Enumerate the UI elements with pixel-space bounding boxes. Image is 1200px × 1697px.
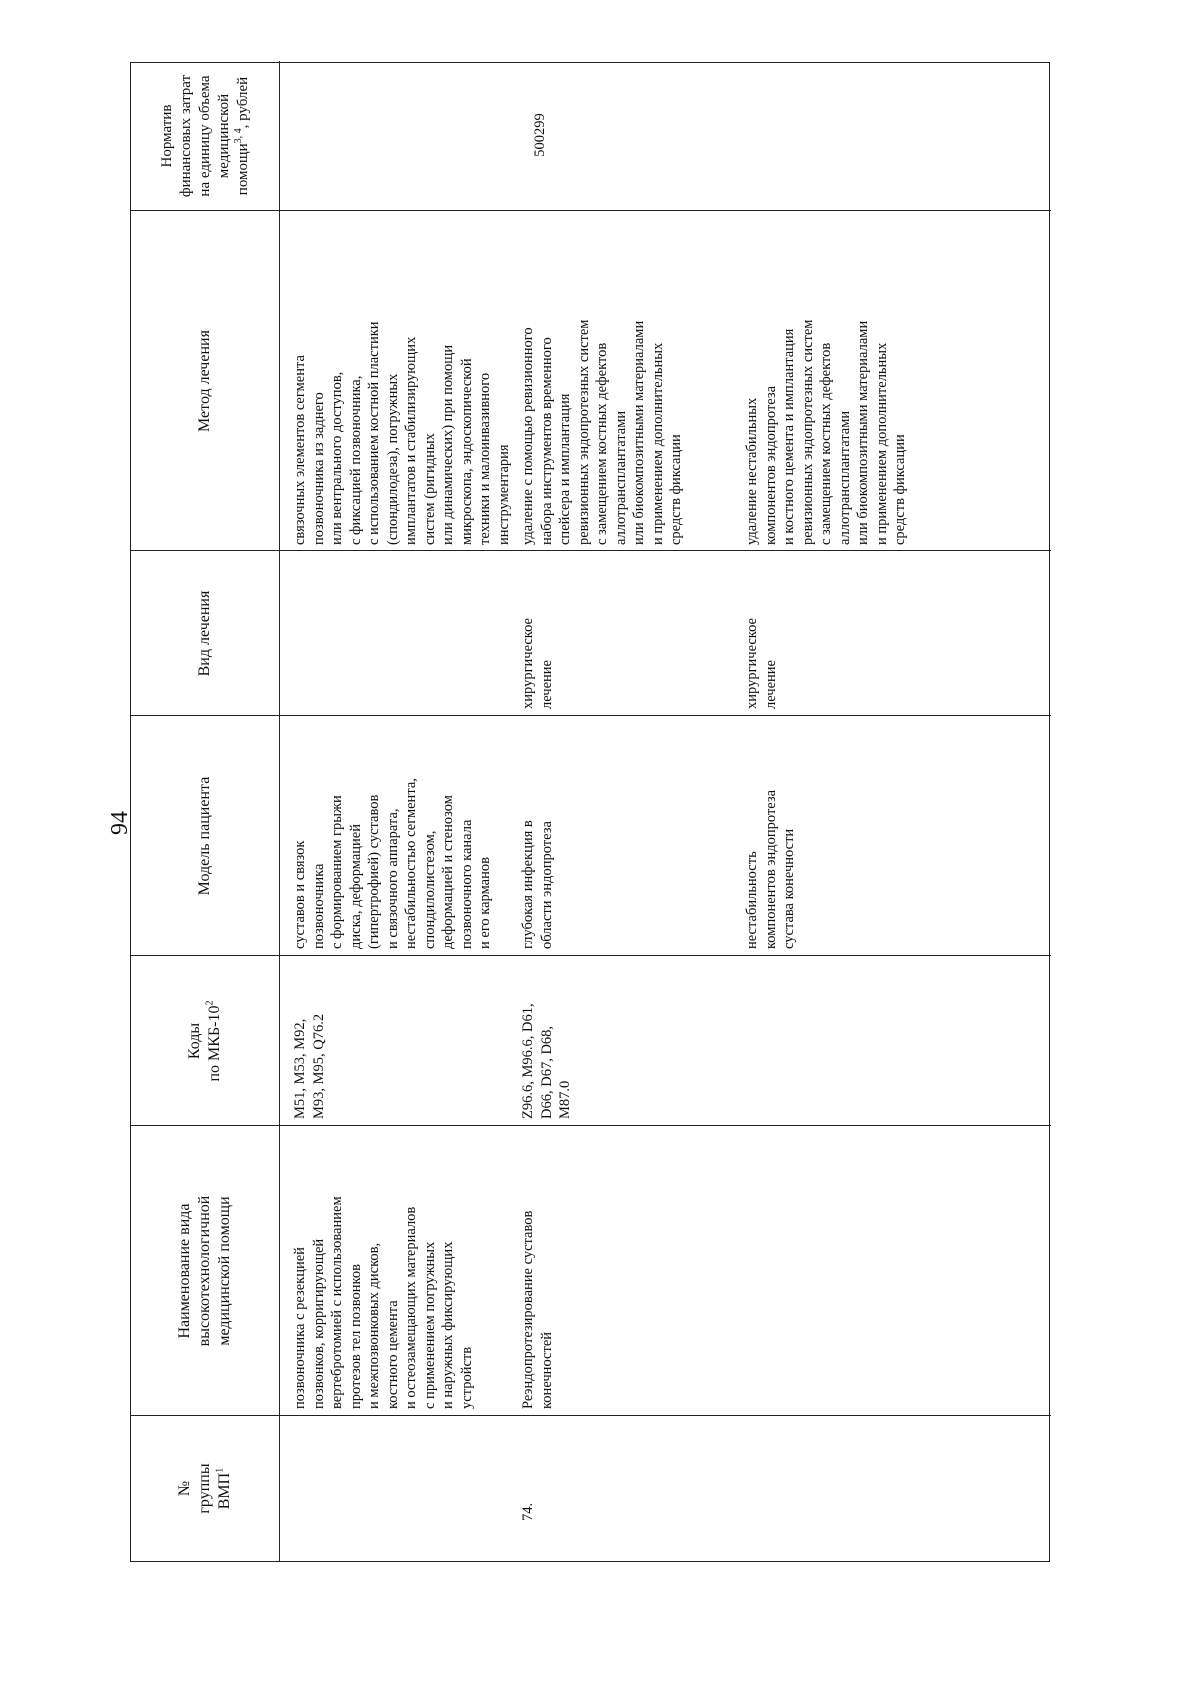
rotated-table-page <box>130 62 1050 1562</box>
header-codes-sup: 2 <box>204 1000 216 1006</box>
row-1-group-no: 74. <box>520 1502 536 1521</box>
row-0-codes: M51, M53, M92, M93, M95, Q76.2 <box>292 1013 327 1119</box>
header-codes <box>131 956 279 1126</box>
row-2-treatment-type: хирургическое лечение <box>744 618 779 709</box>
row-1-patient-model: глубокая инфекция в области эндопротеза <box>520 820 555 949</box>
header-codes-text: Коды по МКБ-10 <box>186 1005 223 1082</box>
row-1-codes: Z96.6, M96.6, D61, D66, D67, D68, M87.0 <box>520 1003 573 1119</box>
header-norm-tail: , рублей <box>234 76 251 129</box>
header-divider <box>279 61 280 1561</box>
page-number: 94 <box>107 811 133 835</box>
row-1-norm: 500299 <box>532 113 548 157</box>
header-name: Наименование вида высокотехнологичной медицинской помощи <box>176 1195 233 1347</box>
row-2-method: удаление нестабильных компонентов эндопротеза и костного цемента и имплантация ревизионных эндопротезных систем с замещением костных дефектов аллотрансплантатами или биокомпозитными материалами и применением дополнительных средств фиксации <box>744 319 908 545</box>
header-group-no <box>131 1416 279 1561</box>
row-0-patient-model: суставов и связок позвоночника с формированием грыжи диска, деформацией (гипертрофией) суставов и связочного аппарата, нестабильностью сегмента, спондилолистезом, деформацией и стенозом позвоночного канала и его карманов <box>292 778 493 949</box>
header-patient-model: Модель пациента <box>196 776 213 896</box>
row-1-name: Реэндопротезирование суставов конечностей <box>520 1210 555 1409</box>
header-norm-sup: 3, 4 <box>232 128 244 144</box>
header-treatment-type: Вид лечения <box>196 590 213 677</box>
header-group-no-text: № группы ВМП <box>176 1463 233 1514</box>
row-1-treatment-type: хирургическое лечение <box>520 618 555 709</box>
header-group-no-sup: 1 <box>214 1467 226 1473</box>
header-norm <box>131 61 279 211</box>
header-norm-text: Норматив финансовых затрат на единицу объема медицинской помощи <box>158 74 251 198</box>
row-0-method: связочных элементов сегмента позвоночника из заднего или вентрального доступов, с фиксацией позвоночника, с использованием костной пластики (спондилодеза), погружных имплантатов и стабилизирующих систем (ригидных или динамических) при помощи микроскопа, эндоскопической техники и малоинвазивного инструментария <box>292 321 512 545</box>
row-2-patient-model: нестабильность компонентов эндопротеза сустава конечности <box>744 789 797 949</box>
table <box>130 62 1050 1562</box>
header-method: Метод лечения <box>196 330 213 432</box>
row-0-name: позвоночника с резекцией позвонков, корригирующей вертебротомией с использованием протезов тел позвонков и межпозвонковых дисков, костного цемента и остеозамещающих материалов с применением погружных и наружных фиксирующих устройств <box>292 1196 475 1409</box>
row-1-method: удаление с помощью ревизионного набора инструментов временного спейсера и имплантация ревизионных эндопротезных систем с замещением костных дефектов аллотрансплантатами или биокомпозитными материалами и применением дополнительных средств фиксации <box>520 319 684 545</box>
